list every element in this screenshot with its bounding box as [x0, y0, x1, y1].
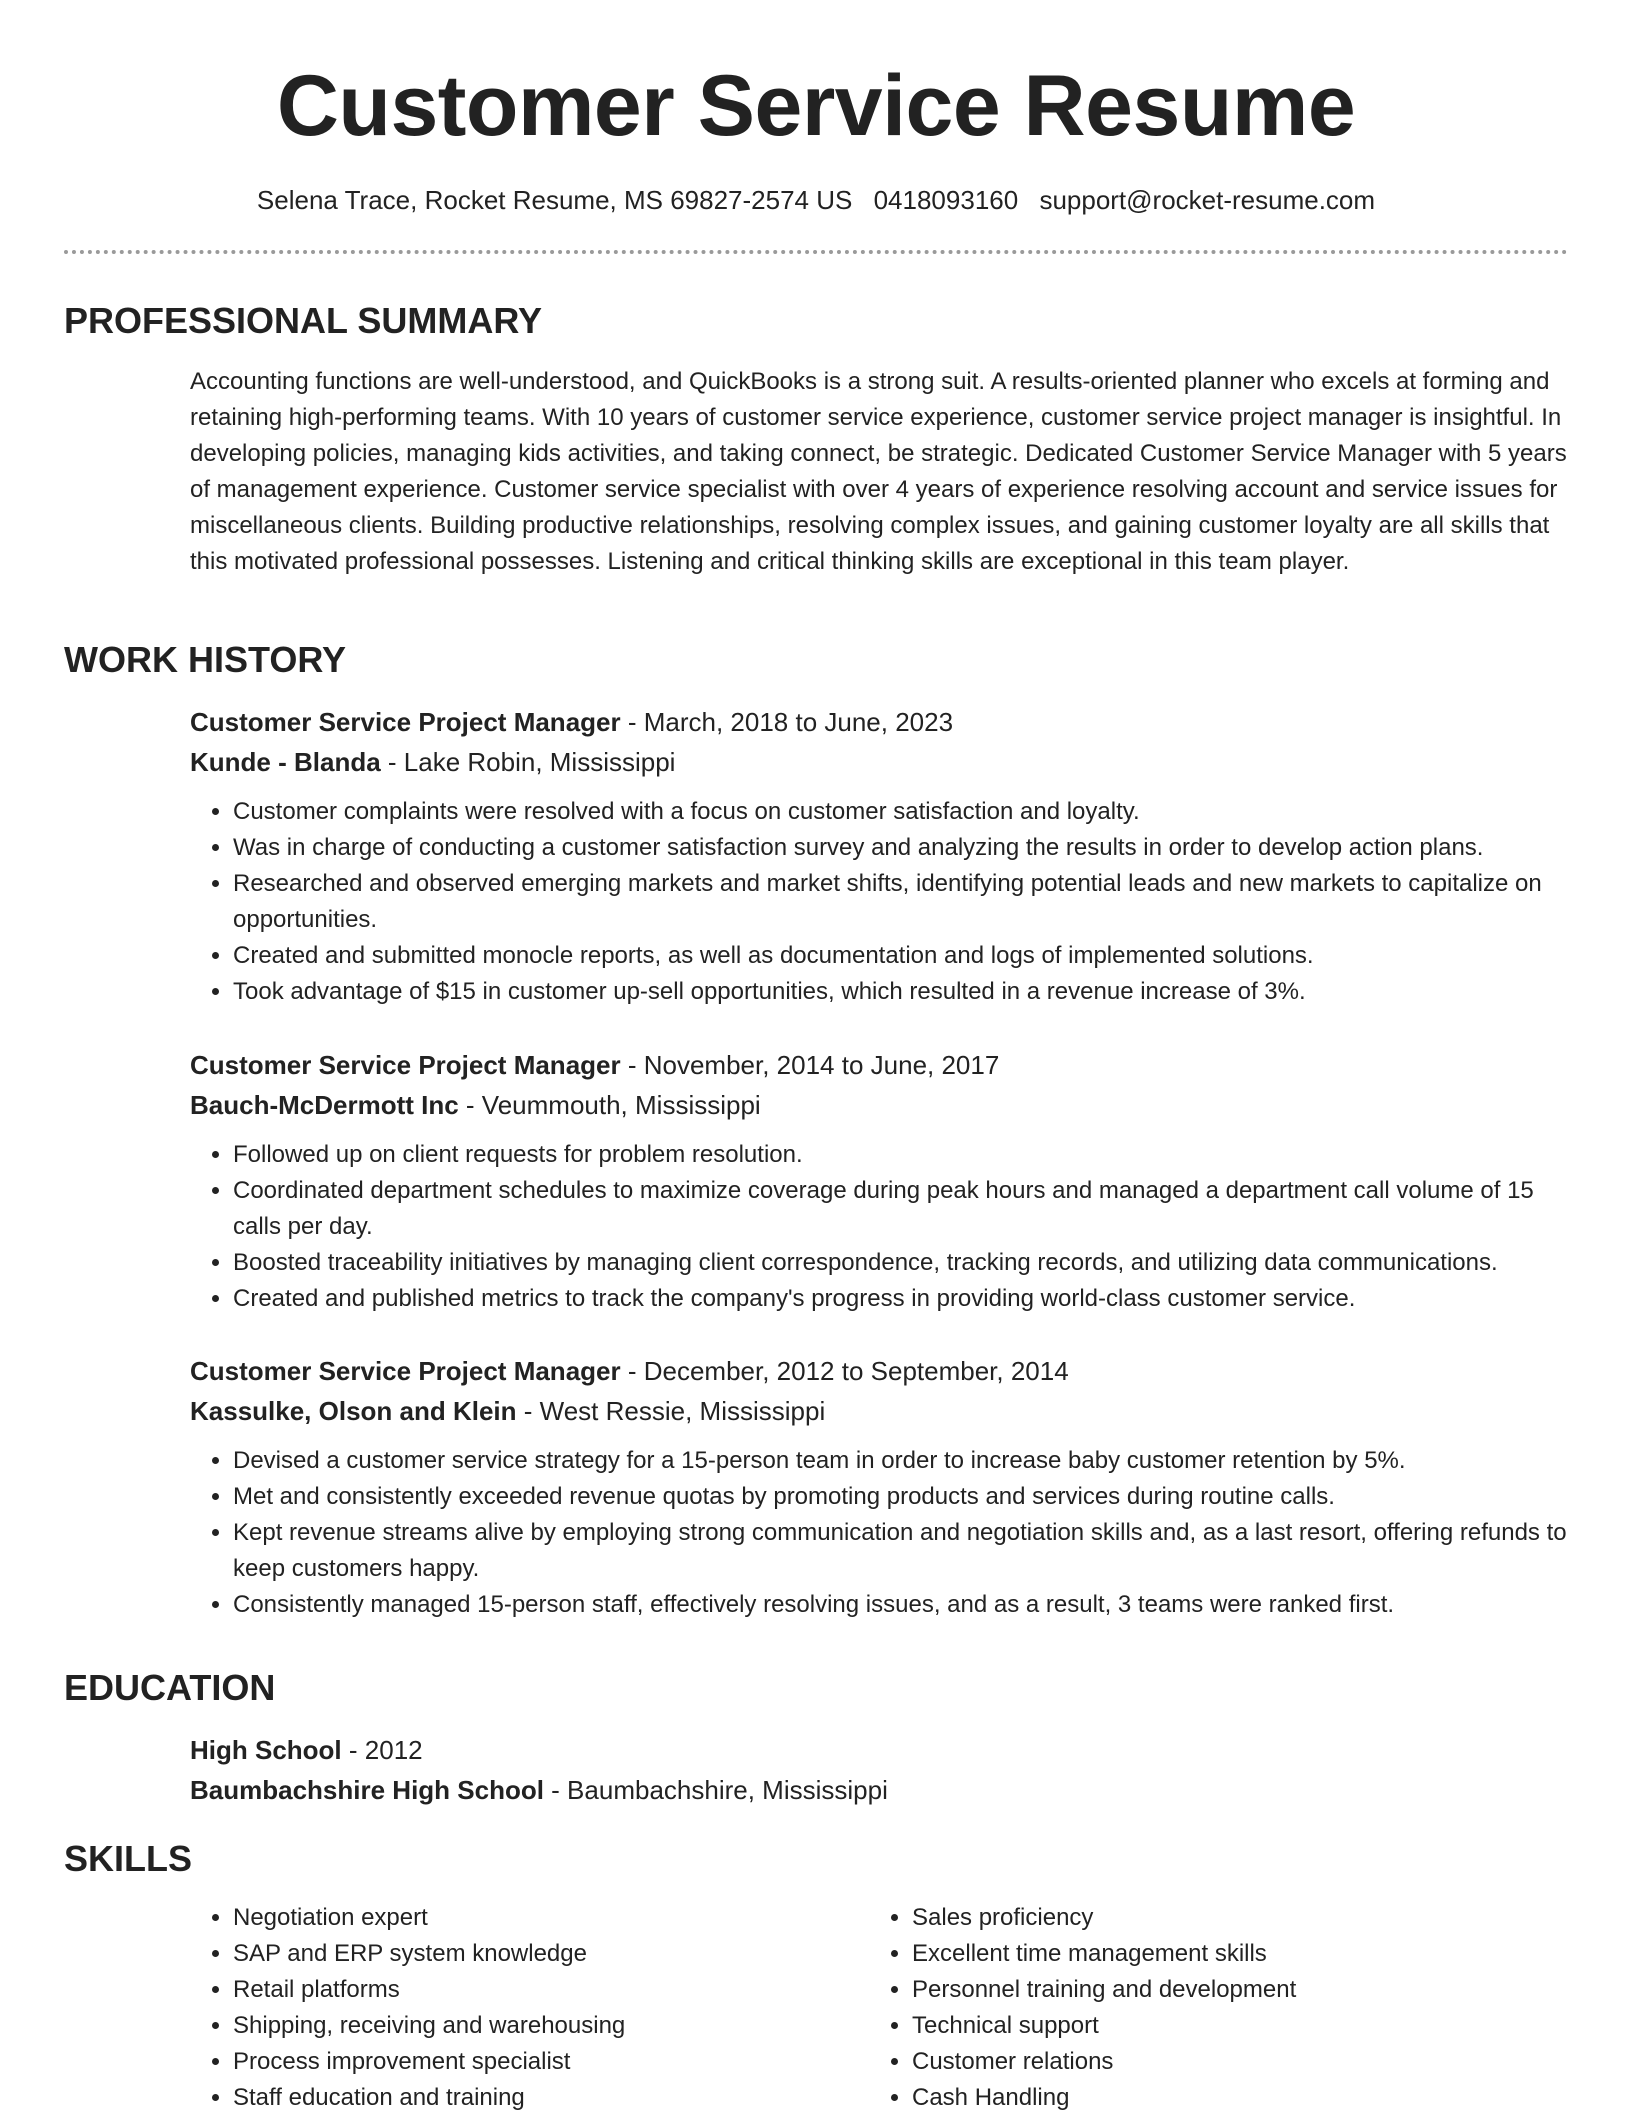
job-bullet: • Created and submitted monocle reports, as well as documentation and logs of implemented solutions. [233, 938, 1570, 974]
education-year: - 2012 [341, 1735, 423, 1765]
job-title: Customer Service Project Manager [190, 707, 621, 737]
header-divider [64, 250, 1568, 254]
education-heading: EDUCATION [64, 1667, 276, 1708]
job-bullet: • Created and published metrics to track the company's progress in providing world-class customer service. [233, 1281, 1570, 1317]
job-location: - West Ressie, Mississippi [516, 1396, 826, 1426]
job-bullet: • Customer complaints were resolved with a focus on customer satisfaction and loyalty. [233, 794, 1570, 830]
skills-list-right [869, 1900, 1552, 2116]
job-bullet: • Researched and observed emerging markets and market shifts, identifying potential leads and new markets to capitalize on opportunities. [233, 866, 1570, 938]
job-bullet-list [190, 794, 1570, 1010]
contact-phone: 0418093160 [873, 185, 1019, 215]
job-bullet: • Consistently managed 15-person staff, effectively resolving issues, and as a result, 3 teams were ranked first. [233, 1587, 1570, 1623]
skill-item: • Retail platforms [233, 1972, 873, 2008]
resume-title: Customer Service Resume [276, 58, 1356, 154]
skills-heading: SKILLS [64, 1838, 193, 1879]
education-degree: High School [190, 1735, 342, 1765]
skills-list-left [190, 1900, 873, 2116]
job-entry [190, 702, 1570, 1010]
job-bullet: • Devised a customer service strategy for a 15-person team in order to increase baby customer retention by 5%. [233, 1443, 1570, 1479]
job-entry [190, 1351, 1570, 1623]
contact-email: support@rocket-resume.com [1039, 185, 1376, 215]
job-dates: - December, 2012 to September, 2014 [620, 1356, 1069, 1386]
job-bullet: • Met and consistently exceeded revenue quotas by promoting products and services during routine calls. [233, 1479, 1570, 1515]
skill-item: • Customer relations [912, 2044, 1552, 2080]
skill-item: • Staff education and training [233, 2080, 873, 2116]
job-bullet-list [190, 1137, 1570, 1317]
skill-item: • SAP and ERP system knowledge [233, 1936, 873, 1972]
job-bullet: • Boosted traceability initiatives by managing client correspondence, tracking records, and utilizing data communications. [233, 1245, 1570, 1281]
job-title-line [190, 702, 1570, 742]
job-title-line [190, 1351, 1570, 1391]
work-history-heading: WORK HISTORY [64, 639, 347, 680]
skill-item: • Cash Handling [912, 2080, 1552, 2116]
skill-item: • Sales proficiency [912, 1900, 1552, 1936]
job-bullet: • Kept revenue streams alive by employing strong communication and negotiation skills and, as a last resort, offering refunds to keep customers happy. [233, 1515, 1570, 1587]
job-bullet-list [190, 1443, 1570, 1623]
summary-heading: PROFESSIONAL SUMMARY [64, 300, 543, 341]
job-title-line [190, 1045, 1570, 1085]
contact-info [0, 180, 1632, 220]
job-bullet: • Took advantage of $15 in customer up-sell opportunities, which resulted in a revenue increase of 3%. [233, 974, 1570, 1010]
job-dates: - March, 2018 to June, 2023 [620, 707, 954, 737]
job-company-line [190, 1085, 1570, 1125]
skill-item: • Technical support [912, 2008, 1552, 2044]
education-entry [190, 1730, 1570, 1810]
skill-item: • Personnel training and development [912, 1972, 1552, 2008]
education-degree-line [190, 1730, 1570, 1770]
job-title: Customer Service Project Manager [190, 1356, 621, 1386]
job-entry [190, 1045, 1570, 1317]
job-location: - Lake Robin, Mississippi [380, 747, 676, 777]
job-dates: - November, 2014 to June, 2017 [620, 1050, 1000, 1080]
skill-item: • Negotiation expert [233, 1900, 873, 1936]
education-location: - Baumbachshire, Mississippi [543, 1775, 888, 1805]
job-bullet: • Was in charge of conducting a customer satisfaction survey and analyzing the results in order to develop action plans. [233, 830, 1570, 866]
job-bullet: • Coordinated department schedules to maximize coverage during peak hours and managed a department call volume of 15 calls per day. [233, 1173, 1570, 1245]
job-company: Bauch-McDermott Inc [190, 1090, 459, 1120]
job-bullet: • Followed up on client requests for problem resolution. [233, 1137, 1570, 1173]
job-title: Customer Service Project Manager [190, 1050, 621, 1080]
skill-item: • Excellent time management skills [912, 1936, 1552, 1972]
job-company-line [190, 1391, 1570, 1431]
summary-text: Accounting functions are well-understood, and QuickBooks is a strong suit. A results-oriented planner who excels at forming and retaining high-performing teams. With 10 years of customer service experience, customer service project manager is insightful. In developing policies, managing kids activities, and taking connect, be strategic. Dedicated Customer Service Manager with 5 years of management experience. Customer service specialist with over 4 years of experience resolving account and service issues for miscellaneous clients. Building productive relationships, resolving complex issues, and gaining customer loyalty are all skills that this motivated professional possesses. Listening and critical thinking skills are exceptional in this team player. [190, 368, 1567, 575]
education-school: Baumbachshire High School [190, 1775, 544, 1805]
education-school-line [190, 1770, 1570, 1810]
job-company-line [190, 742, 1570, 782]
contact-address: Selena Trace, Rocket Resume, MS 69827-2574 US [256, 185, 853, 215]
job-location: - Veummouth, Mississippi [458, 1090, 761, 1120]
job-company: Kunde - Blanda [190, 747, 381, 777]
job-company: Kassulke, Olson and Klein [190, 1396, 517, 1426]
skill-item: • Process improvement specialist [233, 2044, 873, 2080]
skill-item: • Shipping, receiving and warehousing [233, 2008, 873, 2044]
